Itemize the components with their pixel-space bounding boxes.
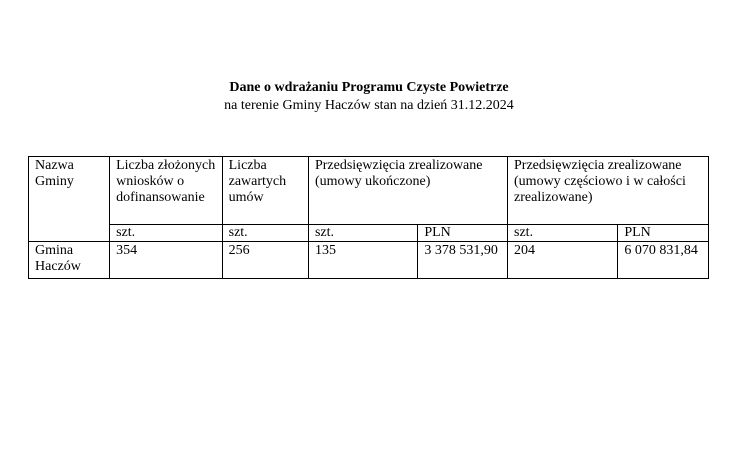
unit-wnioski: szt. (110, 225, 223, 242)
cell-czesciowo-pln: 6 070 831,84 (618, 242, 709, 279)
header-zrealizowane: Przedsięwzięcia zrealizowane (umowy ukończone) (308, 157, 507, 225)
document-title: Dane o wdrażaniu Programu Czyste Powietrze (229, 80, 509, 95)
header-liczba-wnioskow: Liczba złożonych wniosków o dofinansowanie (110, 157, 223, 225)
cell-zrealizowane-pln: 3 378 531,90 (418, 242, 508, 279)
unit-zrealizowane-szt: szt. (308, 225, 417, 242)
unit-umowy: szt. (222, 225, 308, 242)
cell-wnioski: 354 (110, 242, 223, 279)
table-header-row (29, 157, 709, 225)
header-nazwa-gminy: Nazwa Gminy (29, 157, 110, 242)
header-liczba-umow: Liczba zawartych umów (222, 157, 308, 225)
cell-gmina: Gmina Haczów (29, 242, 110, 279)
document-subtitle: na terenie Gminy Haczów stan na dzień 31.12.2024 (224, 98, 514, 113)
table-row (29, 242, 709, 279)
unit-czesciowo-szt: szt. (508, 225, 618, 242)
cell-zrealizowane-szt: 135 (308, 242, 417, 279)
header-zrealizowane-czesciowo: Przedsięwzięcia zrealizowane (umowy częściowo i w całości zrealizowane) (508, 157, 709, 225)
program-data-table (28, 156, 709, 279)
table-unit-row (29, 225, 709, 242)
unit-zrealizowane-pln: PLN (418, 225, 508, 242)
unit-czesciowo-pln: PLN (618, 225, 709, 242)
cell-czesciowo-szt: 204 (508, 242, 618, 279)
cell-umowy: 256 (222, 242, 308, 279)
